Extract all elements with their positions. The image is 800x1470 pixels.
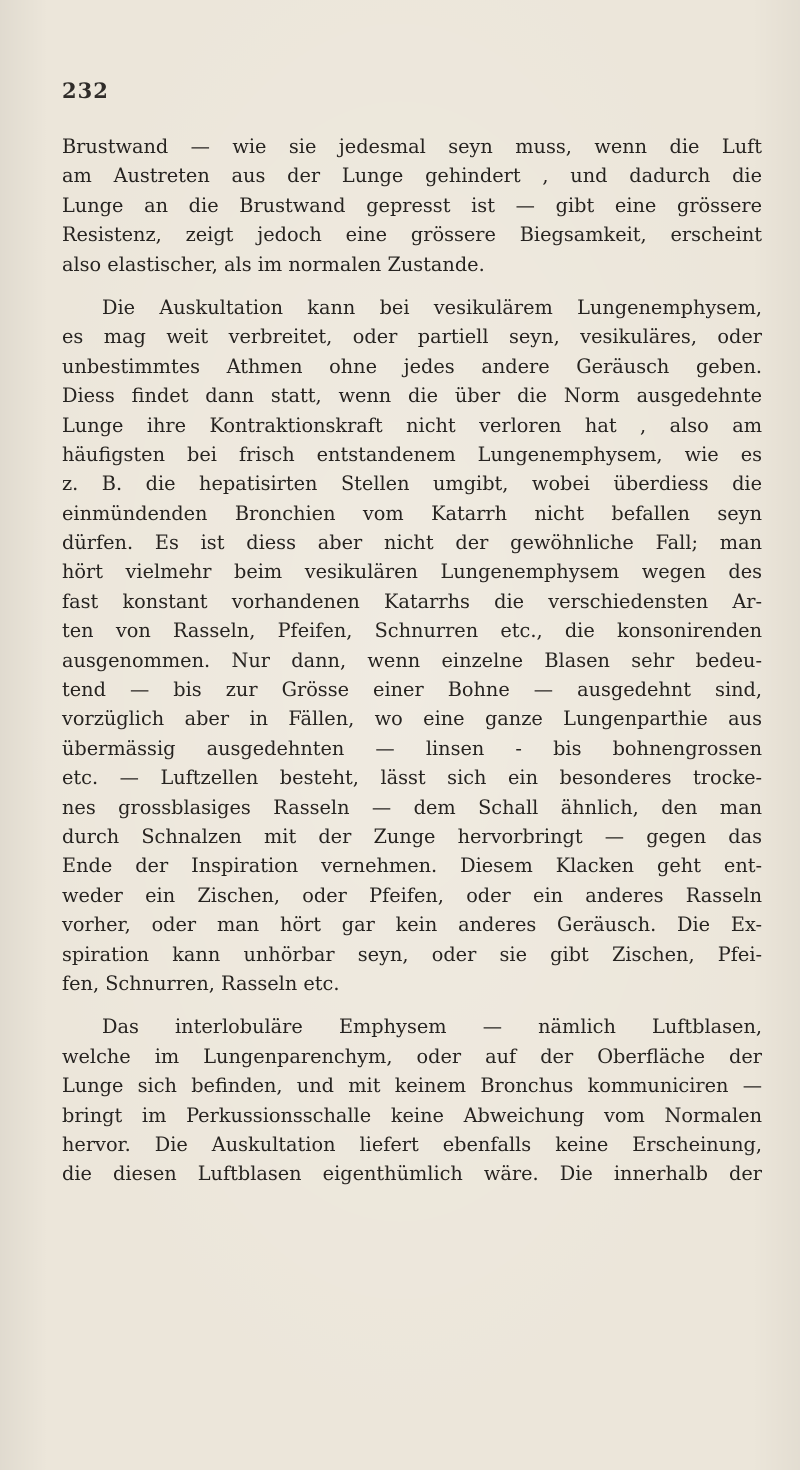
text-line: Lunge an die Brustwand gepresst ist — gibt eine grössere — [62, 193, 762, 217]
text-line: dürfen. Es ist diess aber nicht der gewöhnliche Fall; man — [62, 531, 762, 555]
text-line: spiration kann unhörbar seyn, oder sie gibt Zischen, Pfei- — [62, 942, 762, 966]
text-line: Die Auskultation kann bei vesikulärem Lungenemphysem, — [102, 295, 762, 319]
paragraph-3 — [62, 1012, 762, 1188]
text-line: also elastischer, als im normalen Zustande. — [62, 252, 485, 276]
text-line: weder ein Zischen, oder Pfeifen, oder ein anderes Rasseln — [62, 883, 762, 907]
text-line: z. B. die hepatisirten Stellen umgibt, wobei überdiess die — [62, 472, 762, 496]
text-line: tend — bis zur Grösse einer Bohne — ausgedehnt sind, — [62, 678, 762, 702]
text-line: etc. — Luftzellen besteht, lässt sich ein besonderes trocke- — [62, 766, 762, 790]
text-line: fen, Schnurren, Rasseln etc. — [62, 971, 340, 995]
text-line: häufigsten bei frisch entstandenem Lungenemphysem, wie es — [62, 442, 762, 466]
text-line: hört vielmehr beim vesikulären Lungenemphysem wegen des — [62, 560, 762, 584]
text-line: Resistenz, zeigt jedoch eine grössere Biegsamkeit, erscheint — [62, 223, 762, 247]
text-line: einmündenden Bronchien vom Katarrh nicht befallen seyn — [62, 501, 762, 525]
text-line: die diesen Luftblasen eigenthümlich wäre. Die innerhalb der — [62, 1162, 762, 1186]
text-line: am Austreten aus der Lunge gehindert , und dadurch die — [62, 164, 762, 188]
page-number: 232 — [62, 78, 109, 103]
text-line: Ende der Inspiration vernehmen. Diesem Klacken geht ent- — [62, 854, 762, 878]
text-line: übermässig ausgedehnten — linsen - bis bohnengrossen — [62, 736, 762, 760]
text-line: vorzüglich aber in Fällen, wo eine ganze Lungenparthie aus — [62, 707, 762, 731]
paragraph-2 — [62, 293, 762, 998]
text-line: unbestimmtes Athmen ohne jedes andere Geräusch geben. — [62, 354, 762, 378]
text-line: Lunge ihre Kontraktionskraft nicht verloren hat , also am — [62, 413, 762, 437]
paragraph-1 — [62, 132, 762, 279]
text-line: Lunge sich befinden, und mit keinem Bronchus kommuniciren — — [62, 1074, 762, 1098]
text-line: durch Schnalzen mit der Zunge hervorbringt — gegen das — [62, 824, 762, 848]
text-line: Das interlobuläre Emphysem — nämlich Luftblasen, — [102, 1015, 762, 1039]
text-line: welche im Lungenparenchym, oder auf der Oberfläche der — [62, 1044, 762, 1068]
text-line: ausgenommen. Nur dann, wenn einzelne Blasen sehr bedeu- — [62, 648, 762, 672]
text-line: hervor. Die Auskultation liefert ebenfalls keine Erscheinung, — [62, 1132, 762, 1156]
text-line: Diess findet dann statt, wenn die über die Norm ausgedehnte — [62, 384, 762, 408]
text-line: Brustwand — wie sie jedesmal seyn muss, wenn die Luft — [62, 135, 762, 158]
text-line: bringt im Perkussionsschalle keine Abweichung vom Normalen — [62, 1103, 762, 1127]
text-line: ten von Rasseln, Pfeifen, Schnurren etc., die konsonirenden — [62, 619, 762, 643]
body-text — [62, 132, 762, 1203]
text-line: vorher, oder man hört gar kein anderes Geräusch. Die Ex- — [62, 913, 762, 937]
text-line: es mag weit verbreitet, oder partiell seyn, vesikuläres, oder — [62, 325, 762, 349]
text-line: fast konstant vorhandenen Katarrhs die verschiedensten Ar- — [62, 589, 762, 613]
text-line: nes grossblasiges Rasseln — dem Schall ähnlich, den man — [62, 795, 762, 819]
